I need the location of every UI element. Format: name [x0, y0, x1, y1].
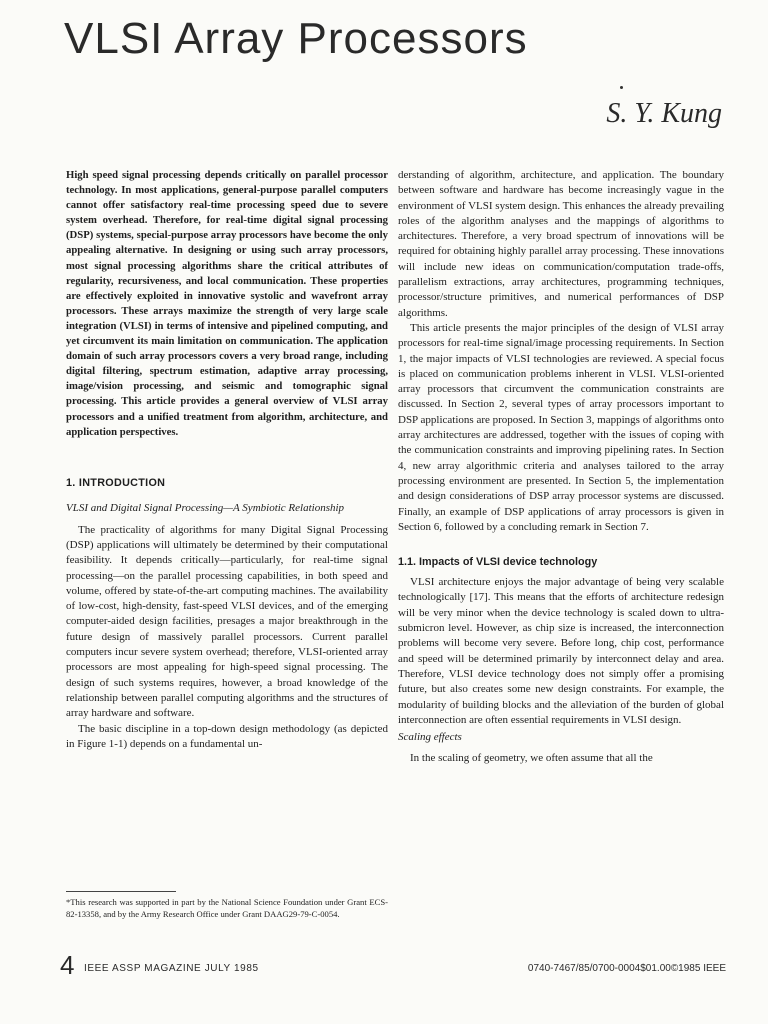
- author-name: S. Y. Kung: [606, 98, 722, 129]
- right-paragraph-2: This article presents the major principles of the design of VLSI array processors for real-time signal/image processing requirements. In Section 1, the major impacts of VLSI technologies are reviewed. A special focus is placed on communication problems inherent in VLSI. VLSI-oriented array processors that circumvent the communication constraints are discussed. In Section 2, several types of array processors important to DSP applications are proposed. In Section 3, mappings of algorithms onto array architectures are addressed, together with the issues of coping with the communication constraints and improving pipelining rates. In Section 4, new array algorithmic criteria and analyses tailored to the array processing environment are presented. In Section 5, the implementation and design considerations of DSP array processor systems are discussed. Finally, an example of DSP applications of array processors is given in Section 6, followed by a concluding remark in Section 7.: [398, 321, 724, 533]
- intro-paragraph-2: The basic discipline in a top-down design methodology (as depicted in Figure 1-1) depends on a fundamental un-: [66, 722, 388, 750]
- right-paragraph-1: derstanding of algorithm, architecture, and application. The boundary between software and hardware has become increasingly vague in the environment of VLSI system design. This enhances the already prevailing roles of the algorithm analyses and the mappings of algorithms to architectures. Therefore, a very broad spectrum of innovations will be required for obtaining highly parallel array processing. These innovations will include new ideas on communication/computation trade-offs, parallelism extractions, array architectures, programming techniques, processor/structure primitives, and numerical performances of DSP algorithms.: [398, 169, 724, 319]
- right-column: [398, 168, 724, 766]
- right-column-body: [398, 168, 724, 535]
- footnote-rule: [66, 891, 176, 892]
- introduction-body: [66, 523, 388, 752]
- left-column: [66, 168, 388, 752]
- abstract-text: High speed signal processing depends critically on parallel processor technology. In most applications, general-purpose parallel computers cannot offer satisfactory real-time processing speed due to severe system overhead. Therefore, for real-time digital signal processing (DSP) systems, special-purpose array processors have become the only appealing alternative. In designing or using such array processors, most signal processing algorithms share the critical attributes of regularity, recursiveness, and local communication. These properties are effectively exploited in innovative systolic and wavefront array processors. These arrays maximize the strength of very large scale integration (VLSI) in terms of intensive and pipelined computing, and yet circumvent its main limitation on communication. The application domain of such array processors covers a very broad range, including digital filtering, spectrum estimation, adaptive array processing, image/vision processing, and seismic and tomographic signal processing. This article provides a general overview of VLSI array processors and a unified treatment from algorithm, architecture, and application perspectives.: [66, 169, 388, 438]
- subsection-heading: VLSI and Digital Signal Processing—A Symbiotic Relationship: [66, 501, 345, 514]
- scaling-body: [398, 751, 724, 766]
- scaling-paragraph: In the scaling of geometry, we often assume that all the: [410, 752, 653, 765]
- impacts-body: [398, 575, 724, 728]
- page-footer: [60, 950, 726, 982]
- section-heading-impacts: 1.1. Impacts of VLSI device technology: [398, 556, 598, 569]
- copyright-line: 0740-7467/85/0700-0004$01.00©1985 IEEE: [527, 963, 726, 974]
- subsection-heading-scaling: Scaling effects: [398, 731, 462, 744]
- section-heading-introduction: 1. INTRODUCTION: [66, 476, 166, 489]
- stray-mark: [620, 86, 623, 89]
- article-title: VLSI Array Processors: [64, 14, 528, 63]
- page-number: 4: [60, 950, 75, 980]
- abstract: [66, 168, 388, 440]
- footnote-text: *This research was supported in part by the National Science Foundation under Grant ECS-82-13358, and by the Army Research Office under Grant DAAG29-79-C-0054.: [66, 897, 388, 919]
- journal-name: IEEE ASSP MAGAZINE JULY 1985: [84, 963, 259, 974]
- footnote: [66, 891, 388, 920]
- impacts-paragraph: VLSI architecture enjoys the major advantage of being very scalable technologically [17]. This means that the efforts of architecture redesign will be very minor when the device technology is scaled down to ultra-submicron level. However, as chip size is increased, the interconnection problems will become very severe. Before long, chip cost, performance and speed will be determined primarily by interconnect delay and area. Therefore, VLSI device technology does not simply offer a promising future, but also creates some new design constraints. For example, the modularity of building blocks and the alleviation of the burden of global interconnection are often essential requirements in VLSI design.: [398, 576, 724, 726]
- intro-paragraph-1: The practicality of algorithms for many Digital Signal Processing (DSP) applications will ultimately be determined by their computational feasibility. It depends critically—particularly, for real-time signal processing—on the parallel processing capabilities, in both speed and volume, offered by state-of-the-art computing machines. The availability of low-cost, high-density, fast-speed VLSI devices, and of the emerging computer-aided design facilities, presages a major breakthrough in the future design of massively parallel processors. Current parallel computers incur severe system overhead; therefore, VLSI-oriented array processors are most appealing for high-speed signal processing. The design of such systems requires, however, a broad knowledge of the relationship between parallel computing algorithms and the structures of array hardware and software.: [66, 523, 388, 720]
